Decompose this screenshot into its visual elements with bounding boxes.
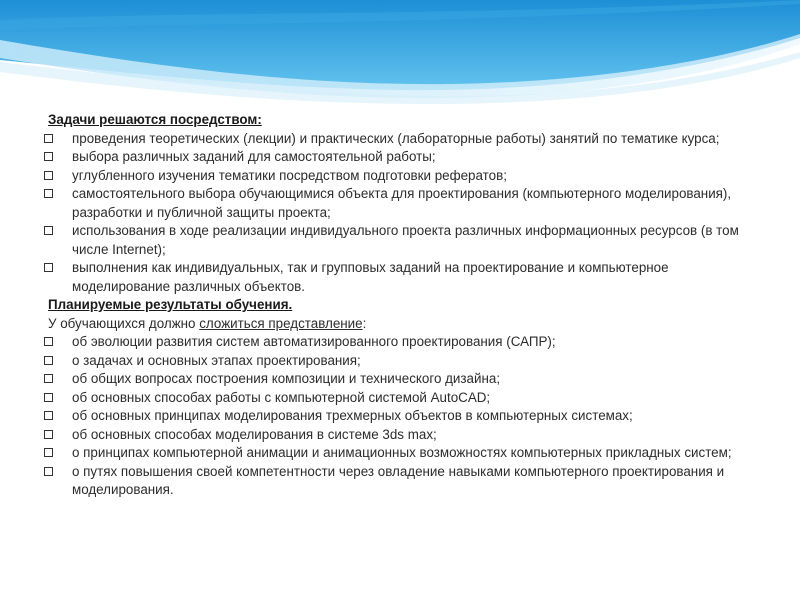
checkbox-bullet-icon	[44, 467, 53, 476]
section1-list	[40, 130, 760, 297]
checkbox-bullet-icon	[44, 171, 53, 180]
checkbox-bullet-icon	[44, 448, 53, 457]
list-item: углубленного изучения тематики посредством подготовки рефератов;	[40, 167, 760, 186]
section2-intro: У обучающихся должно сложиться представление:	[48, 315, 367, 331]
section2-heading: Планируемые результаты обучения.	[48, 297, 293, 312]
list-item: об основных принципах моделирования трехмерных объектов в компьютерных системах;	[40, 407, 760, 426]
checkbox-bullet-icon	[44, 356, 53, 365]
list-item: выполнения как индивидуальных, так и групповых заданий на проектирование и компьютерное моделирование различных объектов.	[40, 259, 760, 296]
list-item: об основных способах работы с компьютерной системой AutoCAD;	[40, 389, 760, 408]
list-item: о принципах компьютерной анимации и анимационных возможностях компьютерных прикладных систем;	[40, 444, 760, 463]
list-item: об основных способах моделирования в системе 3ds max;	[40, 426, 760, 445]
checkbox-bullet-icon	[44, 393, 53, 402]
checkbox-bullet-icon	[44, 134, 53, 143]
checkbox-bullet-icon	[44, 430, 53, 439]
list-item: самостоятельного выбора обучающимися объекта для проектирования (компьютерного моделирования), разработки и публичной защиты проекта;	[40, 185, 760, 222]
checkbox-bullet-icon	[44, 411, 53, 420]
list-item: о задачах и основных этапах проектирования;	[40, 352, 760, 371]
checkbox-bullet-icon	[44, 374, 53, 383]
slide-body	[40, 111, 760, 500]
list-item: о путях повышения своей компетентности через овладение навыками компьютерного проектирования и моделирования.	[40, 463, 760, 500]
section2-list	[40, 333, 760, 500]
list-item: использования в ходе реализации индивидуального проекта различных информационных ресурсов (в том числе Internet);	[40, 222, 760, 259]
checkbox-bullet-icon	[44, 226, 53, 235]
checkbox-bullet-icon	[44, 337, 53, 346]
list-item: выбора различных заданий для самостоятельной работы;	[40, 148, 760, 167]
list-item: об общих вопросах построения композиции и технического дизайна;	[40, 370, 760, 389]
checkbox-bullet-icon	[44, 189, 53, 198]
checkbox-bullet-icon	[44, 263, 53, 272]
checkbox-bullet-icon	[44, 152, 53, 161]
list-item: об эволюции развития систем автоматизированного проектирования (САПР);	[40, 333, 760, 352]
list-item: проведения теоретических (лекции) и практических (лабораторные работы) занятий по тематике курса;	[40, 130, 760, 149]
section1-heading: Задачи решаются посредством:	[48, 112, 262, 127]
header-wave-banner	[0, 0, 800, 110]
